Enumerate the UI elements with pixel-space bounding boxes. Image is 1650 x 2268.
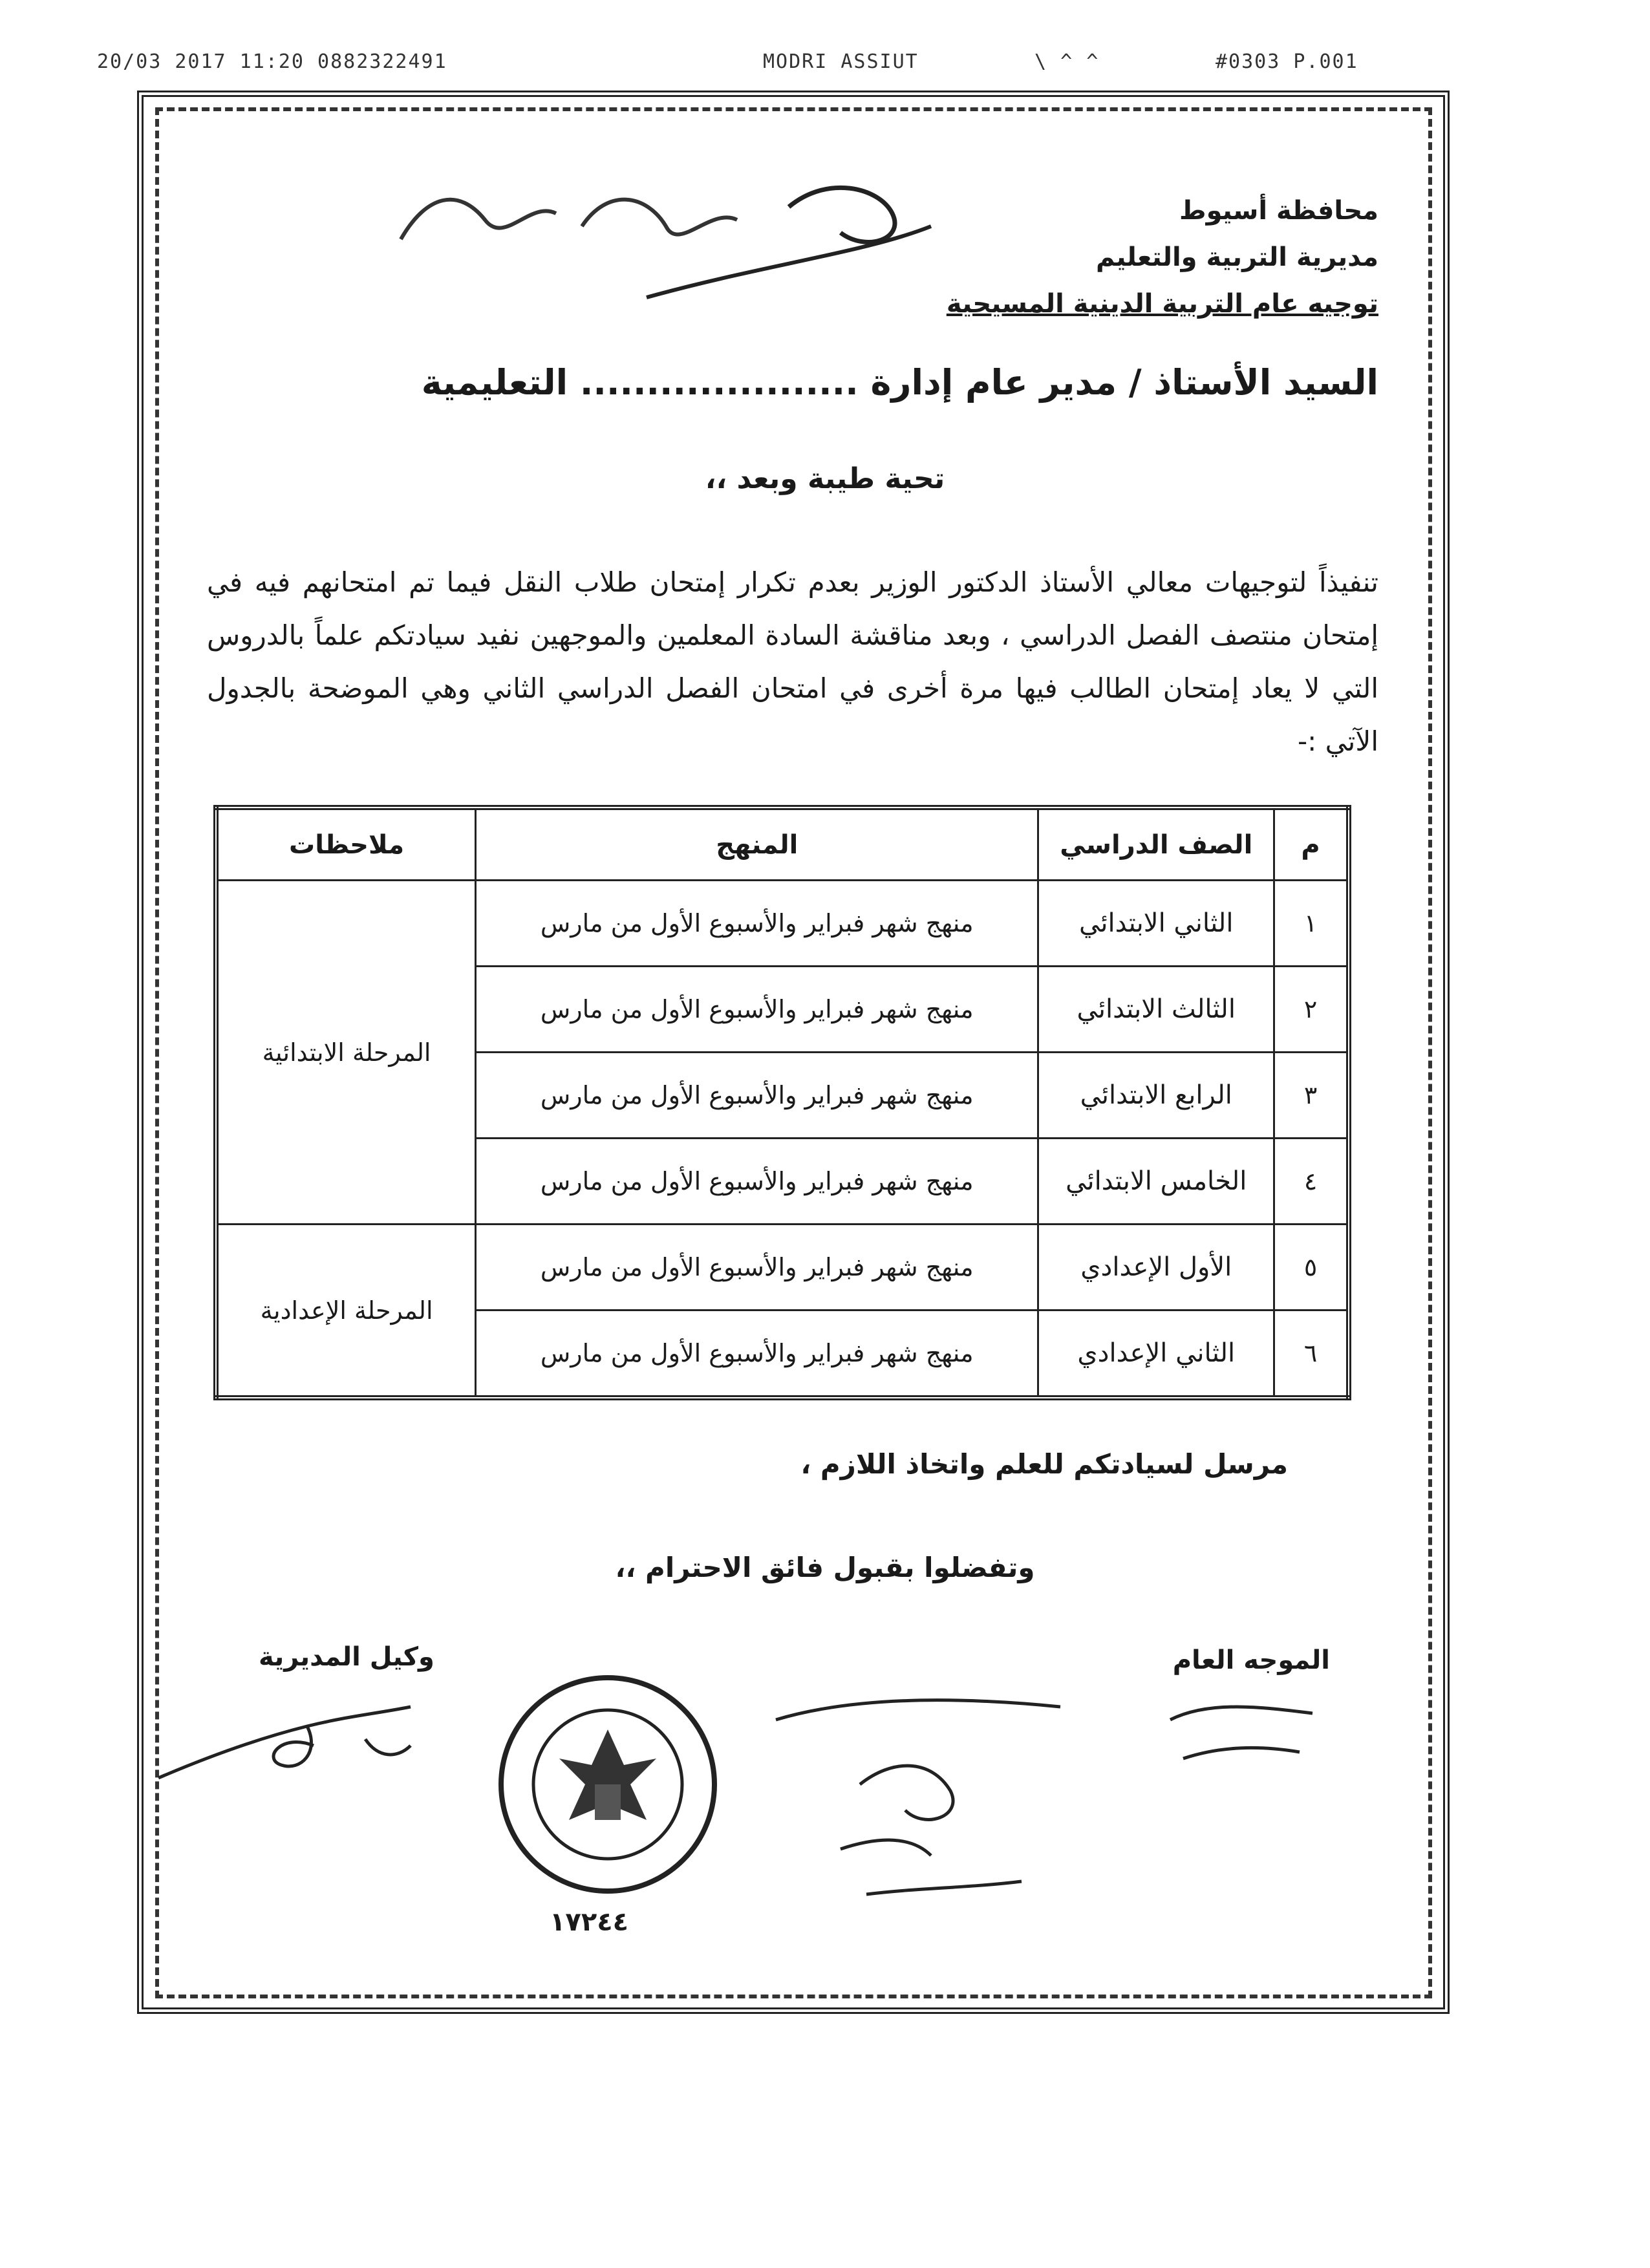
header-grade: الصف الدراسي xyxy=(1038,808,1274,881)
closing-regards: وتفضلوا بقبول فائق الاحترام ،، xyxy=(615,1552,1035,1583)
row-curriculum: منهج شهر فبراير والأسبوع الأول من مارس xyxy=(476,881,1038,967)
table-row xyxy=(216,1225,1349,1311)
row-num: ٣ xyxy=(1274,1053,1349,1139)
signature-title-deputy: وكيل المديرية xyxy=(259,1642,434,1672)
fax-code: \ ^ ^ xyxy=(1034,50,1100,73)
row-curriculum: منهج شهر فبراير والأسبوع الأول من مارس xyxy=(476,967,1038,1053)
seal-number: ١٧٢٤٤ xyxy=(550,1907,629,1937)
letterhead-directorate: مديرية التربية والتعليم xyxy=(1096,242,1378,272)
center-signature xyxy=(763,1681,1099,1927)
notes-preparatory-stage: المرحلة الإعدادية xyxy=(216,1225,476,1398)
handwritten-routing-note xyxy=(375,149,957,317)
deputy-signature xyxy=(152,1681,423,1797)
notes-primary-stage: المرحلة الابتدائية xyxy=(216,881,476,1225)
closing-sent-line: مرسل لسيادتكم للعلم واتخاذ اللازم ، xyxy=(800,1448,1288,1480)
greeting: تحية طيبة وبعد ،، xyxy=(705,462,945,495)
row-grade: الرابع الابتدائي xyxy=(1038,1053,1274,1139)
table-header-row xyxy=(216,808,1349,881)
row-grade: الثاني الإعدادي xyxy=(1038,1311,1274,1398)
row-grade: الأول الإعدادي xyxy=(1038,1225,1274,1311)
row-num: ٤ xyxy=(1274,1139,1349,1225)
letterhead-department: توجيه عام التربية الدينية المسيحية xyxy=(946,289,1378,319)
fax-sender: MODRI ASSIUT xyxy=(763,50,919,73)
schedule-table xyxy=(213,805,1351,1400)
row-grade: الخامس الابتدائي xyxy=(1038,1139,1274,1225)
header-num: م xyxy=(1274,808,1349,881)
fax-datetime: 20/03 2017 11:20 0882322491 xyxy=(97,50,447,73)
header-curriculum: المنهج xyxy=(476,808,1038,881)
letterhead xyxy=(947,187,1378,327)
addressee-line: السيد الأستاذ / مدير عام إدارة ..................... التعليمية xyxy=(421,362,1378,403)
row-curriculum: منهج شهر فبراير والأسبوع الأول من مارس xyxy=(476,1225,1038,1311)
letterhead-governorate: محافظة أسيوط xyxy=(1179,196,1378,226)
row-num: ١ xyxy=(1274,881,1349,967)
row-num: ٢ xyxy=(1274,967,1349,1053)
fax-page: #0303 P.001 xyxy=(1216,50,1358,73)
row-grade: الثالث الابتدائي xyxy=(1038,967,1274,1053)
body-text: تنفيذاً لتوجيهات معالي الأستاذ الدكتور الوزير بعدم تكرار إمتحان طلاب النقل فيما تم امتحانهم فيه في إمتحان منتصف الفصل الدراسي ، وبعد مناقشة السادة المعلمين والموجهين نفيد سيادتكم علماً بالدروس التي لا يعاد إمتحان الطالب فيها مرة أخرى في امتحان الفصل الدراسي الثاني وهي الموضحة بالجدول الآتي :- xyxy=(207,566,1378,757)
general-supervisor-signature xyxy=(1157,1681,1351,1784)
row-grade: الثاني الابتدائي xyxy=(1038,881,1274,967)
row-curriculum: منهج شهر فبراير والأسبوع الأول من مارس xyxy=(476,1139,1038,1225)
body-paragraph xyxy=(207,556,1378,768)
row-curriculum: منهج شهر فبراير والأسبوع الأول من مارس xyxy=(476,1311,1038,1398)
table-row xyxy=(216,881,1349,967)
row-num: ٥ xyxy=(1274,1225,1349,1311)
row-curriculum: منهج شهر فبراير والأسبوع الأول من مارس xyxy=(476,1053,1038,1139)
header-notes: ملاحظات xyxy=(216,808,476,881)
official-seal xyxy=(491,1668,724,1901)
row-num: ٦ xyxy=(1274,1311,1349,1398)
signature-title-general-supervisor: الموجه العام xyxy=(1172,1645,1330,1675)
